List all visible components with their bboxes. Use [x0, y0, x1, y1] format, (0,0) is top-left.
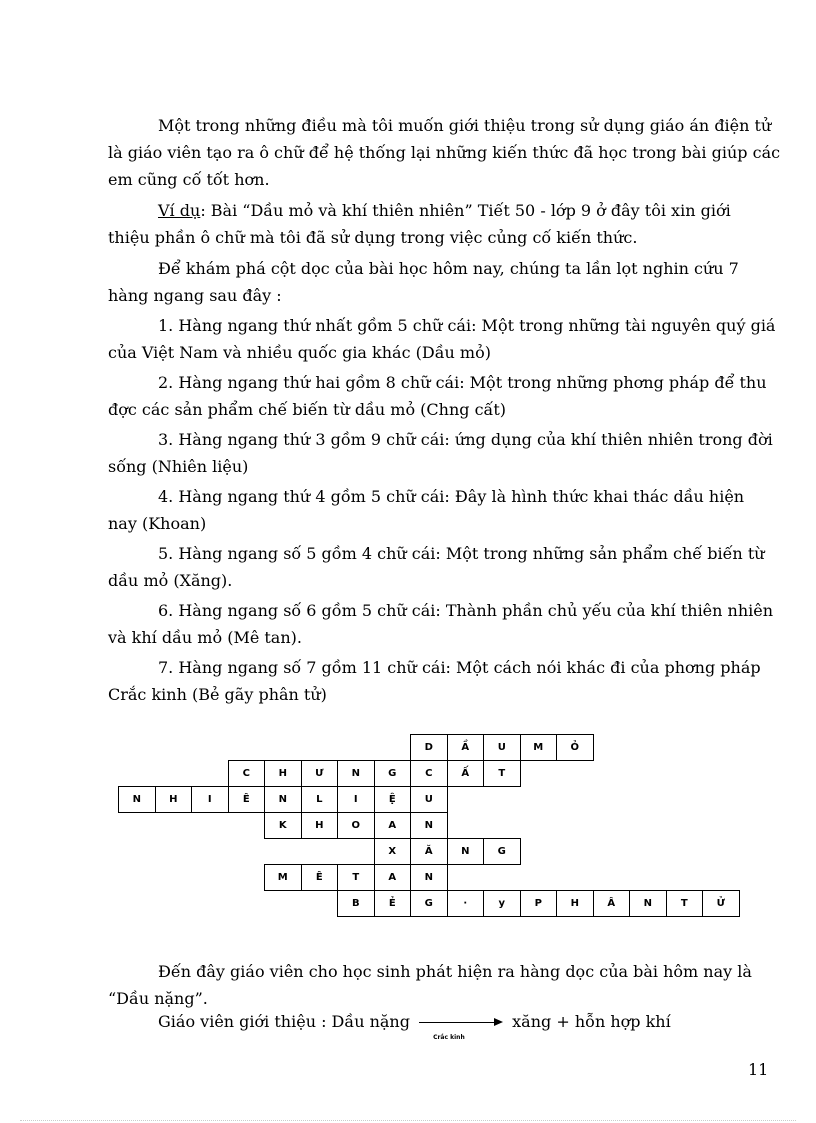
text-line: đợc các sản phẩm chế biến từ dầu mỏ (Chng cất) — [108, 400, 507, 419]
text-line: em cũng cố tốt hơn. — [108, 170, 270, 189]
text-line: 7. Hàng ngang số 7 gồm 11 chữ cái: Một cách nói khác đi của phơng pháp — [158, 658, 761, 677]
crossword-cell: T — [666, 890, 704, 917]
text-line: là giáo viên tạo ra ô chữ để hệ thống lại những kiến thức đã học trong bài giúp các — [108, 143, 781, 162]
crossword-cell: N — [629, 890, 667, 917]
crossword-cell: N — [447, 838, 485, 865]
text-line: 5. Hàng ngang số 5 gồm 4 chữ cái: Một trong những sản phẩm chế biến từ — [158, 544, 765, 563]
text-line: Một trong những điều mà tôi muốn giới thiệu trong sử dụng giáo án điện tử — [158, 116, 772, 135]
text-line: nay (Khoan) — [108, 514, 207, 533]
crossword-cell: C — [228, 760, 266, 787]
text-line: Đến đây giáo viên cho học sinh phát hiện ra hàng dọc của bài hôm nay là — [158, 962, 752, 981]
crossword-cell: P — [520, 890, 558, 917]
crossword-cell: Ệ — [374, 786, 412, 813]
crossword-cell: Â — [593, 890, 631, 917]
crossword-cell: N — [118, 786, 156, 813]
right-arrow-icon — [419, 1015, 503, 1041]
text-line: 3. Hàng ngang thứ 3 gồm 9 chữ cái: ứng dụng của khí thiên nhiên trong đời — [158, 430, 773, 449]
crossword-cell: B — [337, 890, 375, 917]
crossword-cell: O — [337, 812, 375, 839]
crossword-cell: H — [556, 890, 594, 917]
text-line: hàng ngang sau đây : — [108, 286, 282, 305]
footer-line — [108, 1008, 738, 1041]
crossword-cell: Ê — [301, 864, 339, 891]
crossword-cell: T — [483, 760, 521, 787]
crossword-cell: Ê — [228, 786, 266, 813]
crossword-cell: Ẻ — [374, 890, 412, 917]
text-line: của Việt Nam và nhiều quốc gia khác (Dầu mỏ) — [108, 343, 491, 362]
crossword-cell: M — [520, 734, 558, 761]
text-line: 1. Hàng ngang thứ nhất gồm 5 chữ cái: Một trong những tài nguyên quý giá — [158, 316, 776, 335]
text-line: “Dầu nặng”. — [108, 989, 208, 1008]
text-line: và khí dầu mỏ (Mê tan). — [108, 628, 302, 647]
crossword-cell: y — [483, 890, 521, 917]
crossword-cell: G — [483, 838, 521, 865]
text-line: 6. Hàng ngang số 6 gồm 5 chữ cái: Thành phần chủ yếu của khí thiên nhiên — [158, 601, 774, 620]
divider — [20, 1120, 796, 1121]
crossword-cell: H — [264, 760, 302, 787]
crossword-cell: N — [410, 864, 448, 891]
crossword-cell: · — [447, 890, 485, 917]
conclusion-paragraph — [108, 958, 752, 1012]
text-line: 2. Hàng ngang thứ hai gồm 8 chữ cái: Một trong những phơng pháp để thu — [158, 373, 767, 392]
crossword-cell: D — [410, 734, 448, 761]
crossword-cell: N — [410, 812, 448, 839]
page-number: 11 — [748, 1060, 769, 1079]
crossword-cell: N — [264, 786, 302, 813]
crossword-cell: Ư — [301, 760, 339, 787]
crossword-cell: L — [301, 786, 339, 813]
crossword-cell: G — [374, 760, 412, 787]
crossword-cell: Ử — [702, 890, 740, 917]
crossword-cell: Ầ — [447, 734, 485, 761]
crossword-cell: A — [374, 812, 412, 839]
text-line: 4. Hàng ngang thứ 4 gồm 5 chữ cái: Đây là hình thức khai thác dầu hiện — [158, 487, 745, 506]
crossword-cell: Ỏ — [556, 734, 594, 761]
text-line: Để khám phá cột dọc của bài học hôm nay, chúng ta lần lọt nghin cứu 7 — [158, 259, 739, 278]
footer-intro: Giáo viên giới thiệu : Dầu nặng — [158, 1012, 410, 1031]
footer-result: xăng + hỗn hợp khí — [512, 1012, 671, 1031]
crossword-cell: K — [264, 812, 302, 839]
text-line: sống (Nhiên liệu) — [108, 457, 249, 476]
text-line: Crắc kinh (Bẻ gãy phân tử) — [108, 685, 327, 704]
crossword-cell: T — [337, 864, 375, 891]
text-line: thiệu phần ô chữ mà tôi đã sử dụng trong việc củng cố kiến thức. — [108, 228, 638, 247]
crossword-cell: C — [410, 760, 448, 787]
crossword-cell: H — [301, 812, 339, 839]
example-text: : Bài “Dầu mỏ và khí thiên nhiên” Tiết 50 - lớp 9 ở đây tôi xin giới — [200, 201, 731, 220]
crossword-cell: H — [155, 786, 193, 813]
crossword-cell: I — [191, 786, 229, 813]
crossword-cell: N — [337, 760, 375, 787]
crossword-cell: G — [410, 890, 448, 917]
text-line: dầu mỏ (Xăng). — [108, 571, 233, 590]
crossword-cell: Ă — [410, 838, 448, 865]
crossword-cell: X — [374, 838, 412, 865]
crossword-cell: Ấ — [447, 760, 485, 787]
arrow-label: Crắc kinh — [433, 1033, 465, 1041]
crossword-cell: U — [483, 734, 521, 761]
example-label: Ví dụ — [158, 201, 201, 220]
crossword-cell: M — [264, 864, 302, 891]
crossword-cell: I — [337, 786, 375, 813]
crossword-cell: U — [410, 786, 448, 813]
crossword-cell: A — [374, 864, 412, 891]
